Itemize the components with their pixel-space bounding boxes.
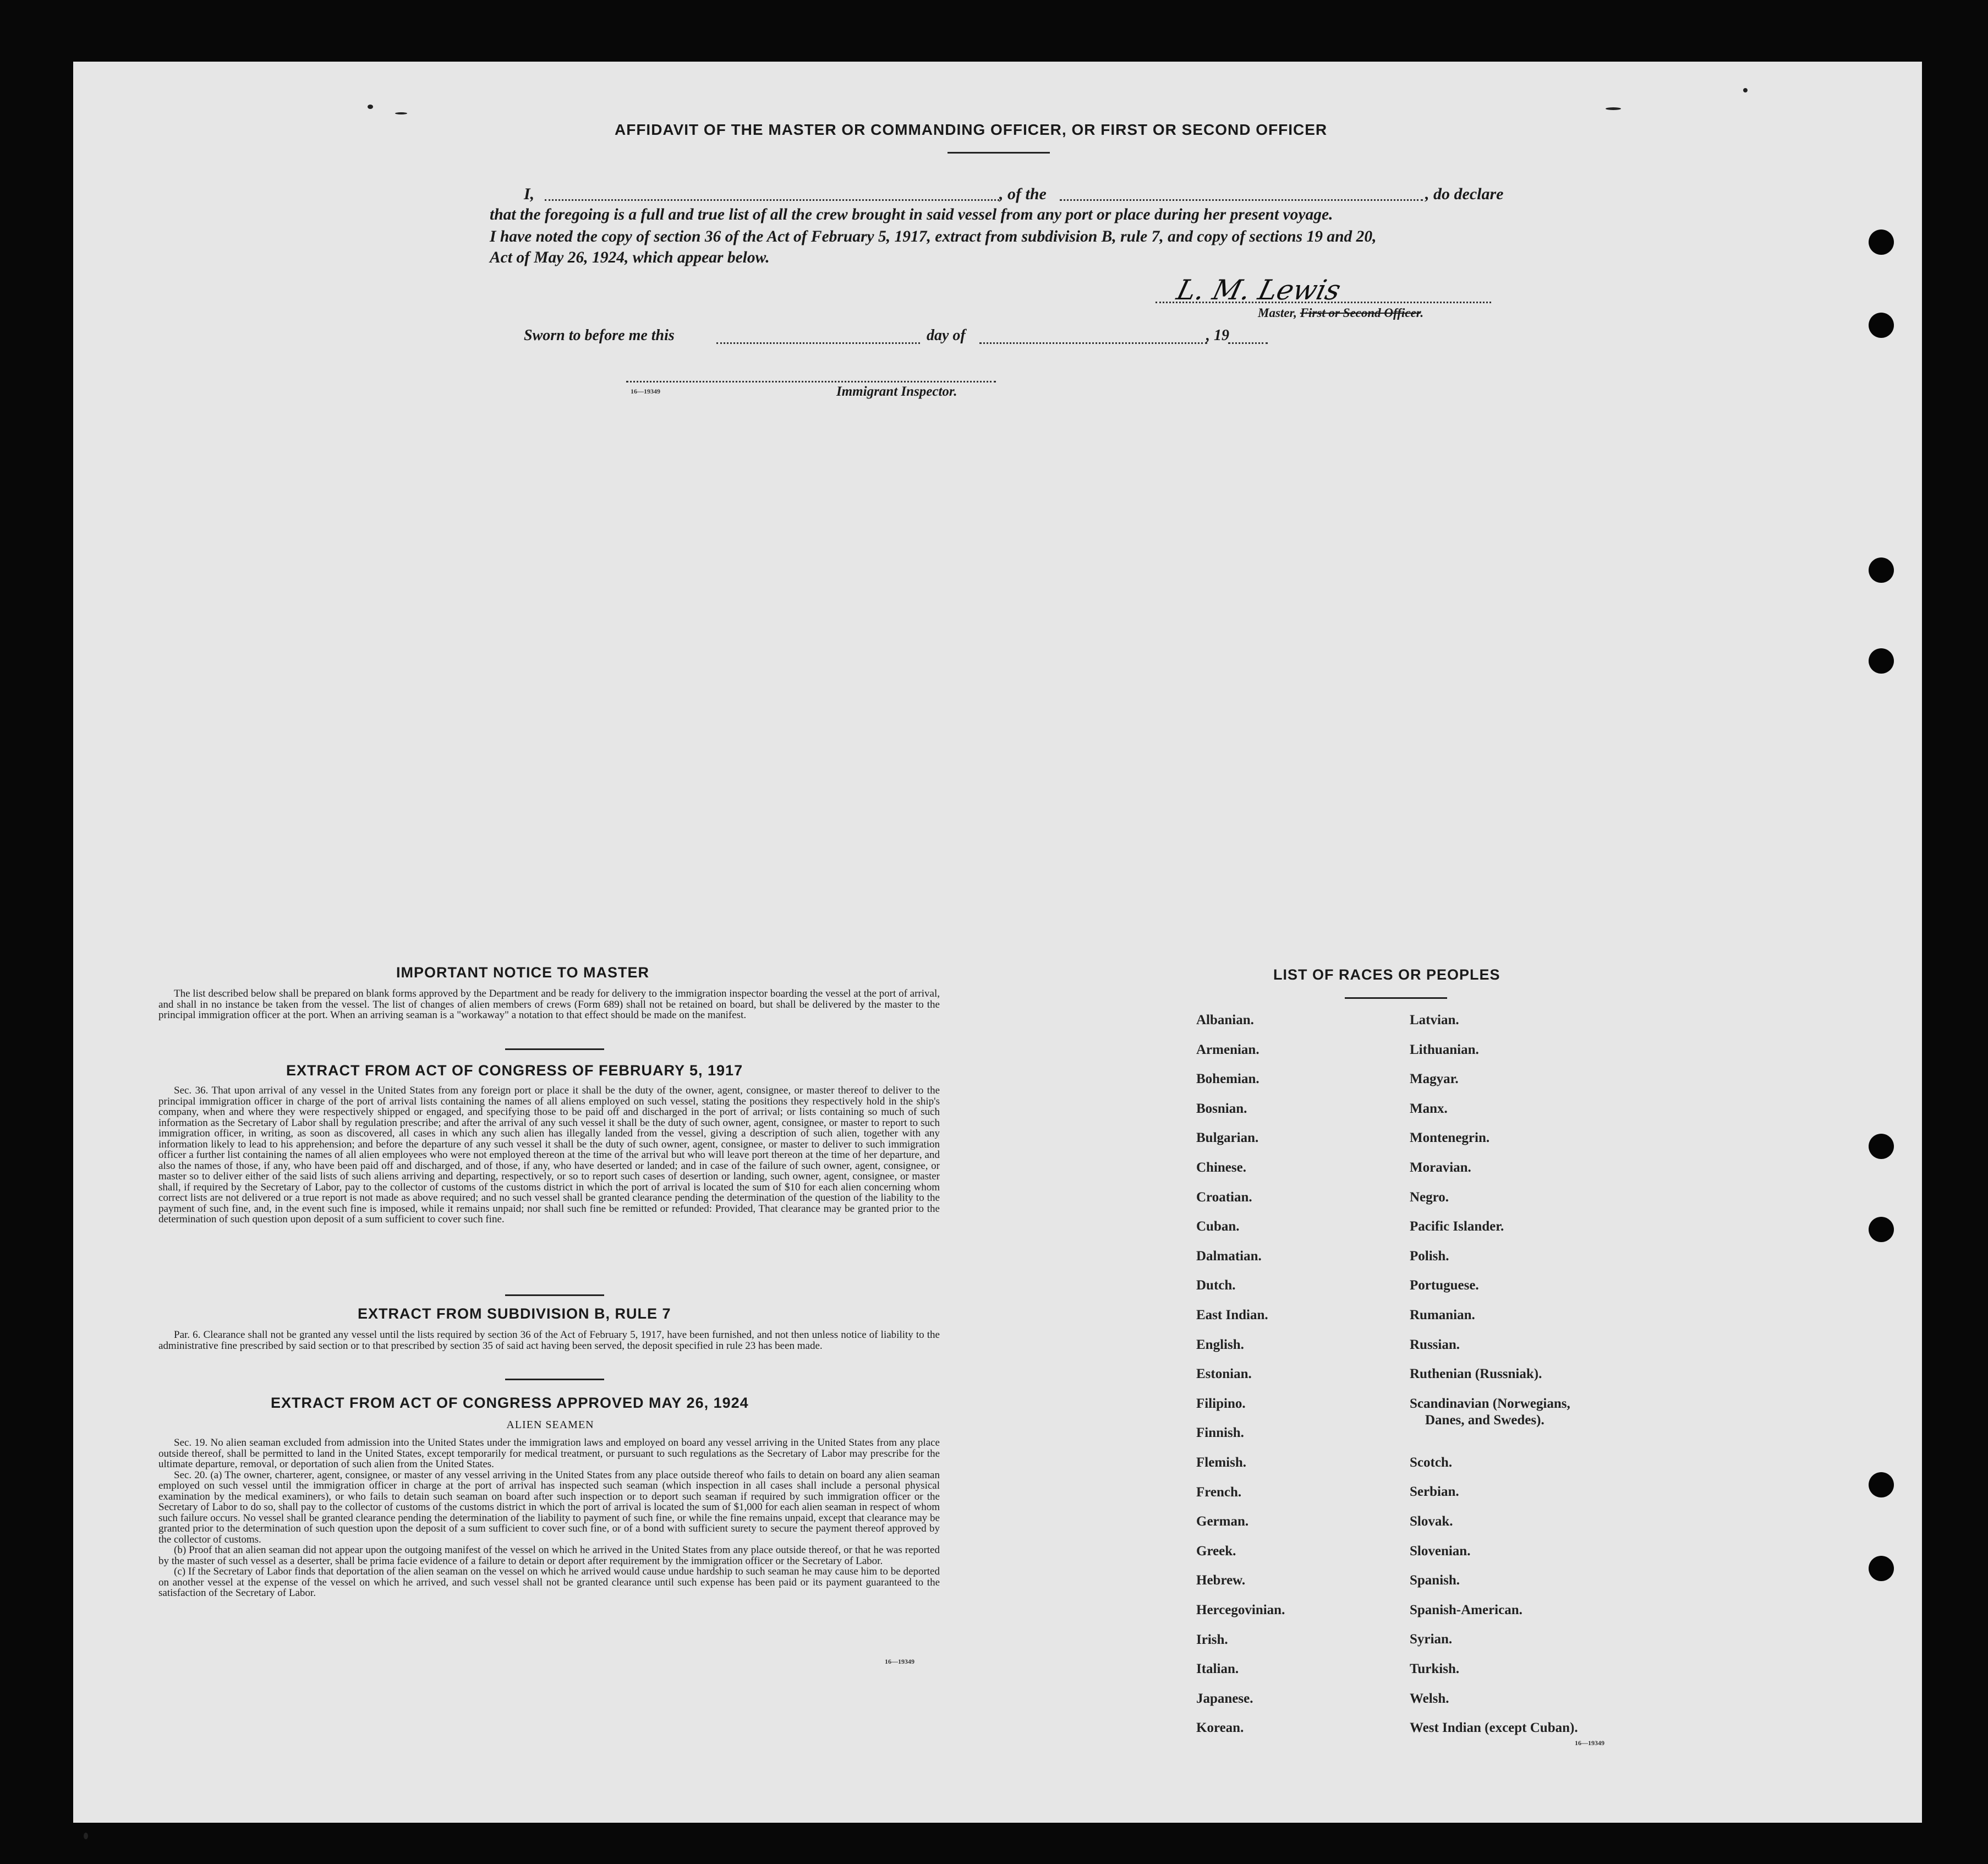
extract-1917-body [158, 1085, 940, 1225]
race-item: French. [1196, 1484, 1242, 1500]
race-item: Hebrew. [1196, 1573, 1246, 1588]
race-item: Armenian. [1196, 1042, 1259, 1057]
race-item: Scotch. [1410, 1455, 1453, 1470]
races-title: LIST OF RACES OR PEOPLES [1273, 966, 1500, 983]
form-number: 16—19349 [885, 1658, 914, 1665]
form-number: 16—19349 [631, 387, 660, 395]
affidavit-line-2: that the foregoing is a full and true list of all the crew brought in said vessel from any port or place during her present voyage. [490, 206, 1333, 223]
sworn-year-field[interactable] [1228, 342, 1268, 344]
day-of-label: day of [927, 327, 966, 344]
extract-1917-title: EXTRACT FROM ACT OF CONGRESS OF FEBRUARY 5, 1917 [286, 1062, 743, 1079]
race-item: Spanish-American. [1410, 1602, 1523, 1617]
section-divider [505, 1048, 604, 1050]
inspector-signature-line [626, 381, 996, 382]
binder-hole [1869, 1134, 1894, 1159]
race-item: English. [1196, 1337, 1244, 1352]
race-item: German. [1196, 1514, 1249, 1529]
race-item: Latvian. [1410, 1013, 1459, 1027]
binder-hole [1869, 557, 1894, 583]
race-item: Korean. [1196, 1720, 1244, 1736]
race-item: Slovenian. [1410, 1543, 1471, 1559]
race-item: Irish. [1196, 1632, 1228, 1647]
affidavit-title: AFFIDAVIT OF THE MASTER OR COMMANDING OFFICER, OR FIRST OR SECOND OFFICER [615, 121, 1328, 138]
signature-line [1155, 302, 1491, 303]
race-item: Bosnian. [1196, 1101, 1247, 1116]
race-item: Finnish. [1196, 1425, 1244, 1441]
race-item: Japanese. [1196, 1691, 1253, 1706]
rule7-paragraph: Par. 6. Clearance shall not be granted any vessel until the lists required by section 36 of the Act of February 5, 1917, have been furnished, and not then unless notice of liability to the administrative fine prescribed by said section or to that prescribed by section 35 of said act having been served, the deposit specified in rule 23 has been made. [158, 1329, 940, 1352]
race-item: Flemish. [1196, 1455, 1246, 1470]
form-number: 16—19349 [1575, 1739, 1604, 1747]
binder-hole [1869, 1217, 1894, 1242]
race-item: Ruthenian (Russniak). [1410, 1366, 1542, 1382]
sworn-month-field[interactable] [979, 342, 1207, 344]
master-name-field[interactable] [545, 199, 999, 201]
extract-1924-body [158, 1437, 940, 1599]
race-item: Cuban. [1196, 1219, 1240, 1234]
signer-role-master: Master, [1258, 306, 1297, 320]
race-item: Dutch. [1196, 1278, 1236, 1293]
race-item: Turkish. [1410, 1661, 1460, 1676]
race-item: Scandinavian (Norwegians, [1410, 1396, 1570, 1411]
alien-seamen-subtitle: ALIEN SEAMEN [506, 1419, 594, 1431]
race-item: Albanian. [1196, 1013, 1254, 1027]
binder-hole [1869, 229, 1894, 255]
ink-speck [1606, 107, 1621, 110]
race-item: Polish. [1410, 1248, 1449, 1264]
race-item: Portuguese. [1410, 1278, 1479, 1293]
rule7-body [158, 1330, 940, 1351]
title-divider [948, 152, 1050, 154]
race-item: Greek. [1196, 1543, 1236, 1559]
inspector-label: Immigrant Inspector. [836, 384, 957, 399]
race-item: Russian. [1410, 1337, 1460, 1352]
master-signature: L. M. Lewis [1173, 274, 1344, 306]
ink-speck [395, 112, 407, 114]
sec-19-paragraph: Sec. 19. No alien seaman excluded from admission into the United States under the immigration laws and employed on board any vessel arriving in the United States from any place outside thereof, shall be permitted to land in the United States, except temporarily for medical treatment, or pursuant to such regulations as the Secretary of Labor may prescribe for the ultimate departure, removal, or deportation of such alien from the United States. [158, 1437, 940, 1470]
sworn-day-field[interactable] [716, 342, 920, 344]
race-item: Italian. [1196, 1661, 1239, 1677]
affidavit-line-3: I have noted the copy of section 36 of the Act of February 5, 1917, extract from subdivision B, rule 7, and copy of sections 19 and 20, [490, 228, 1377, 245]
signer-role [1258, 306, 1423, 320]
race-item: Montenegrin. [1410, 1130, 1490, 1146]
race-item: Croatian. [1196, 1189, 1252, 1205]
notice-title: IMPORTANT NOTICE TO MASTER [396, 964, 649, 981]
race-item: Negro. [1410, 1189, 1449, 1205]
race-item: Rumanian. [1410, 1308, 1475, 1322]
race-item: Magyar. [1410, 1072, 1459, 1087]
binder-hole [1869, 648, 1894, 674]
race-item: Slovak. [1410, 1514, 1453, 1529]
race-item: Bohemian. [1196, 1072, 1259, 1087]
race-item: Danes, and Swedes). [1425, 1412, 1545, 1428]
race-item: Pacific Islander. [1410, 1219, 1504, 1234]
affidavit-declare-label: , do declare [1425, 185, 1504, 203]
rule7-title: EXTRACT FROM SUBDIVISION B, RULE 7 [358, 1305, 671, 1322]
race-item: Serbian. [1410, 1484, 1459, 1500]
race-item: Dalmatian. [1196, 1248, 1262, 1264]
race-item: Chinese. [1196, 1160, 1246, 1175]
extract-1924-title: EXTRACT FROM ACT OF CONGRESS APPROVED MAY 26, 1924 [271, 1395, 749, 1411]
ink-speck [84, 1833, 88, 1839]
signer-role-struck: First or Second Officer [1300, 306, 1421, 320]
sec-20a-paragraph: Sec. 20. (a) The owner, charterer, agent, consignee, or master of any vessel arriving in the United States from any place outside thereof who fails to detain on board any alien seaman employed on such vessel until the immigration officer in charge at the port of arrival has inspected such seaman (which inspection in all cases shall include a personal physical examination by the medical examiners), or who fails to detain such seaman on board after such inspection or to deport such seaman if required by such immigration officer or the Secretary of Labor to do so, shall pay to the collector of customs of the customs district in which the port of arrival is located the sum of $1,000 for each alien seaman in respect of whom such failure occurs. No vessel shall be granted clearance pending the determination of the liability to payment of such fine, or while the fine remains unpaid, except that clearance may be granted prior to the determination of such question upon the deposit of a sum sufficient to cover such fine, or of a bond with sufficient surety to secure the payment thereof approved by the collector of customs. [158, 1469, 940, 1545]
sworn-label: Sworn to before me this [524, 327, 675, 344]
ink-speck [368, 105, 373, 109]
affidavit-of-the-label: , of the [999, 185, 1047, 203]
race-item: Syrian. [1410, 1632, 1453, 1647]
sec-20b-paragraph: (b) Proof that an alien seaman did not appear upon the outgoing manifest of the vessel on which he arrived in the United States from any place outside thereof, or that he was reported by the master of such vessel as a deserter, shall be prima facie evidence of a failure to detain or deport after requirement by the immigration officer or the Secretary of Labor. [158, 1544, 940, 1567]
race-item: Filipino. [1196, 1396, 1246, 1411]
race-item: Lithuanian. [1410, 1042, 1479, 1057]
vessel-name-field[interactable] [1060, 199, 1423, 201]
binder-hole [1869, 313, 1894, 338]
races-divider [1345, 997, 1447, 999]
race-item: Moravian. [1410, 1160, 1471, 1175]
ink-speck [1743, 88, 1748, 92]
section-divider [505, 1379, 604, 1380]
signer-role-end: . [1420, 306, 1424, 320]
race-item: West Indian (except Cuban). [1410, 1720, 1578, 1736]
notice-body [158, 988, 940, 1021]
notice-paragraph: The list described below shall be prepared on blank forms approved by the Department and be ready for delivery to the immigration inspector boarding the vessel at the port of arrival, and shall in no instance be taken from the vessel. The list of changes of alien members of crews (Form 689) shall not be retained on board, but shall be delivered by the master to the principal immigration officer at the port. When an arriving seaman is a "workaway" a notation to that effect should be made on the manifest. [158, 988, 940, 1021]
race-item: Estonian. [1196, 1366, 1252, 1382]
race-item: Spanish. [1410, 1573, 1460, 1588]
race-item: Hercegovinian. [1196, 1603, 1285, 1617]
affidavit-i-label: I, [524, 185, 535, 203]
race-item: Manx. [1410, 1101, 1448, 1116]
year-prefix-label: , 19 [1206, 327, 1229, 344]
section-36-paragraph: Sec. 36. That upon arrival of any vessel in the United States from any foreign port or place it shall be the duty of the owner, agent, consignee, or master thereof to deliver to the principal immigration officer in charge of the port of arrival lists containing the names of all aliens employed on such vessel, stating the positions they respectively hold in the ship's company, when and where they were respectively shipped or engaged, and specifying those to be paid off and discharged in the port of arrival; or lists containing so much of such information as the Secretary of Labor shall by regulation prescribe; and after the arrival of any such vessel it shall be the duty of such owner, agent, consignee, or master to report to such immigration officer, in writing, as soon as discovered, all cases in which any such alien has illegally landed from the vessel, giving a description of such alien, together with any information likely to lead to his apprehension; and before the departure of any such vessel it shall be the duty of such owner, agent, consignee, or master to deliver to such immigration officer a further list containing the names of all alien employees who were not employed thereon at the time of the arrival but who will leave port thereon at the time of her departure, and also the names of those, if any, who have been paid off and discharged, and of those, if any, who have deserted or landed; and in case of the failure of such owner, agent, consignee, or master so to deliver either of the said lists of such aliens arriving and departing, respectively, or so to report such cases of desertion or landing, such owner, agent, consignee, or master shall, if required by the Secretary of Labor, pay to the collector of customs of the customs district in which the port of arrival is located the sum of $10 for each alien concerning whom correct lists are not delivered or a true report is not made as above required; and no such vessel shall be granted clearance pending the determination of the question of the liability to the payment of such fine, and, in the event such fine is imposed, while it remains unpaid; nor shall such fine be remitted or refunded: Provided, That clearance may be granted prior to the determination of such question upon deposit of a sum sufficient to cover such fine. [158, 1085, 940, 1225]
race-item: Bulgarian. [1196, 1130, 1259, 1146]
race-item: Welsh. [1410, 1691, 1449, 1706]
race-item: East Indian. [1196, 1308, 1268, 1322]
affidavit-line-4: Act of May 26, 1924, which appear below. [490, 249, 770, 266]
section-divider [505, 1294, 604, 1296]
sec-20c-paragraph: (c) If the Secretary of Labor finds that deportation of the alien seaman on the vessel on which he arrived would cause undue hardship to such seaman he may cause him to be deported on another vessel at the expense of the vessel on which he arrived, and such vessel shall not be granted clearance until such expense has been paid or its payment guaranteed to the satisfaction of the Secretary of Labor. [158, 1566, 940, 1599]
binder-hole [1869, 1472, 1894, 1497]
binder-hole [1869, 1556, 1894, 1581]
